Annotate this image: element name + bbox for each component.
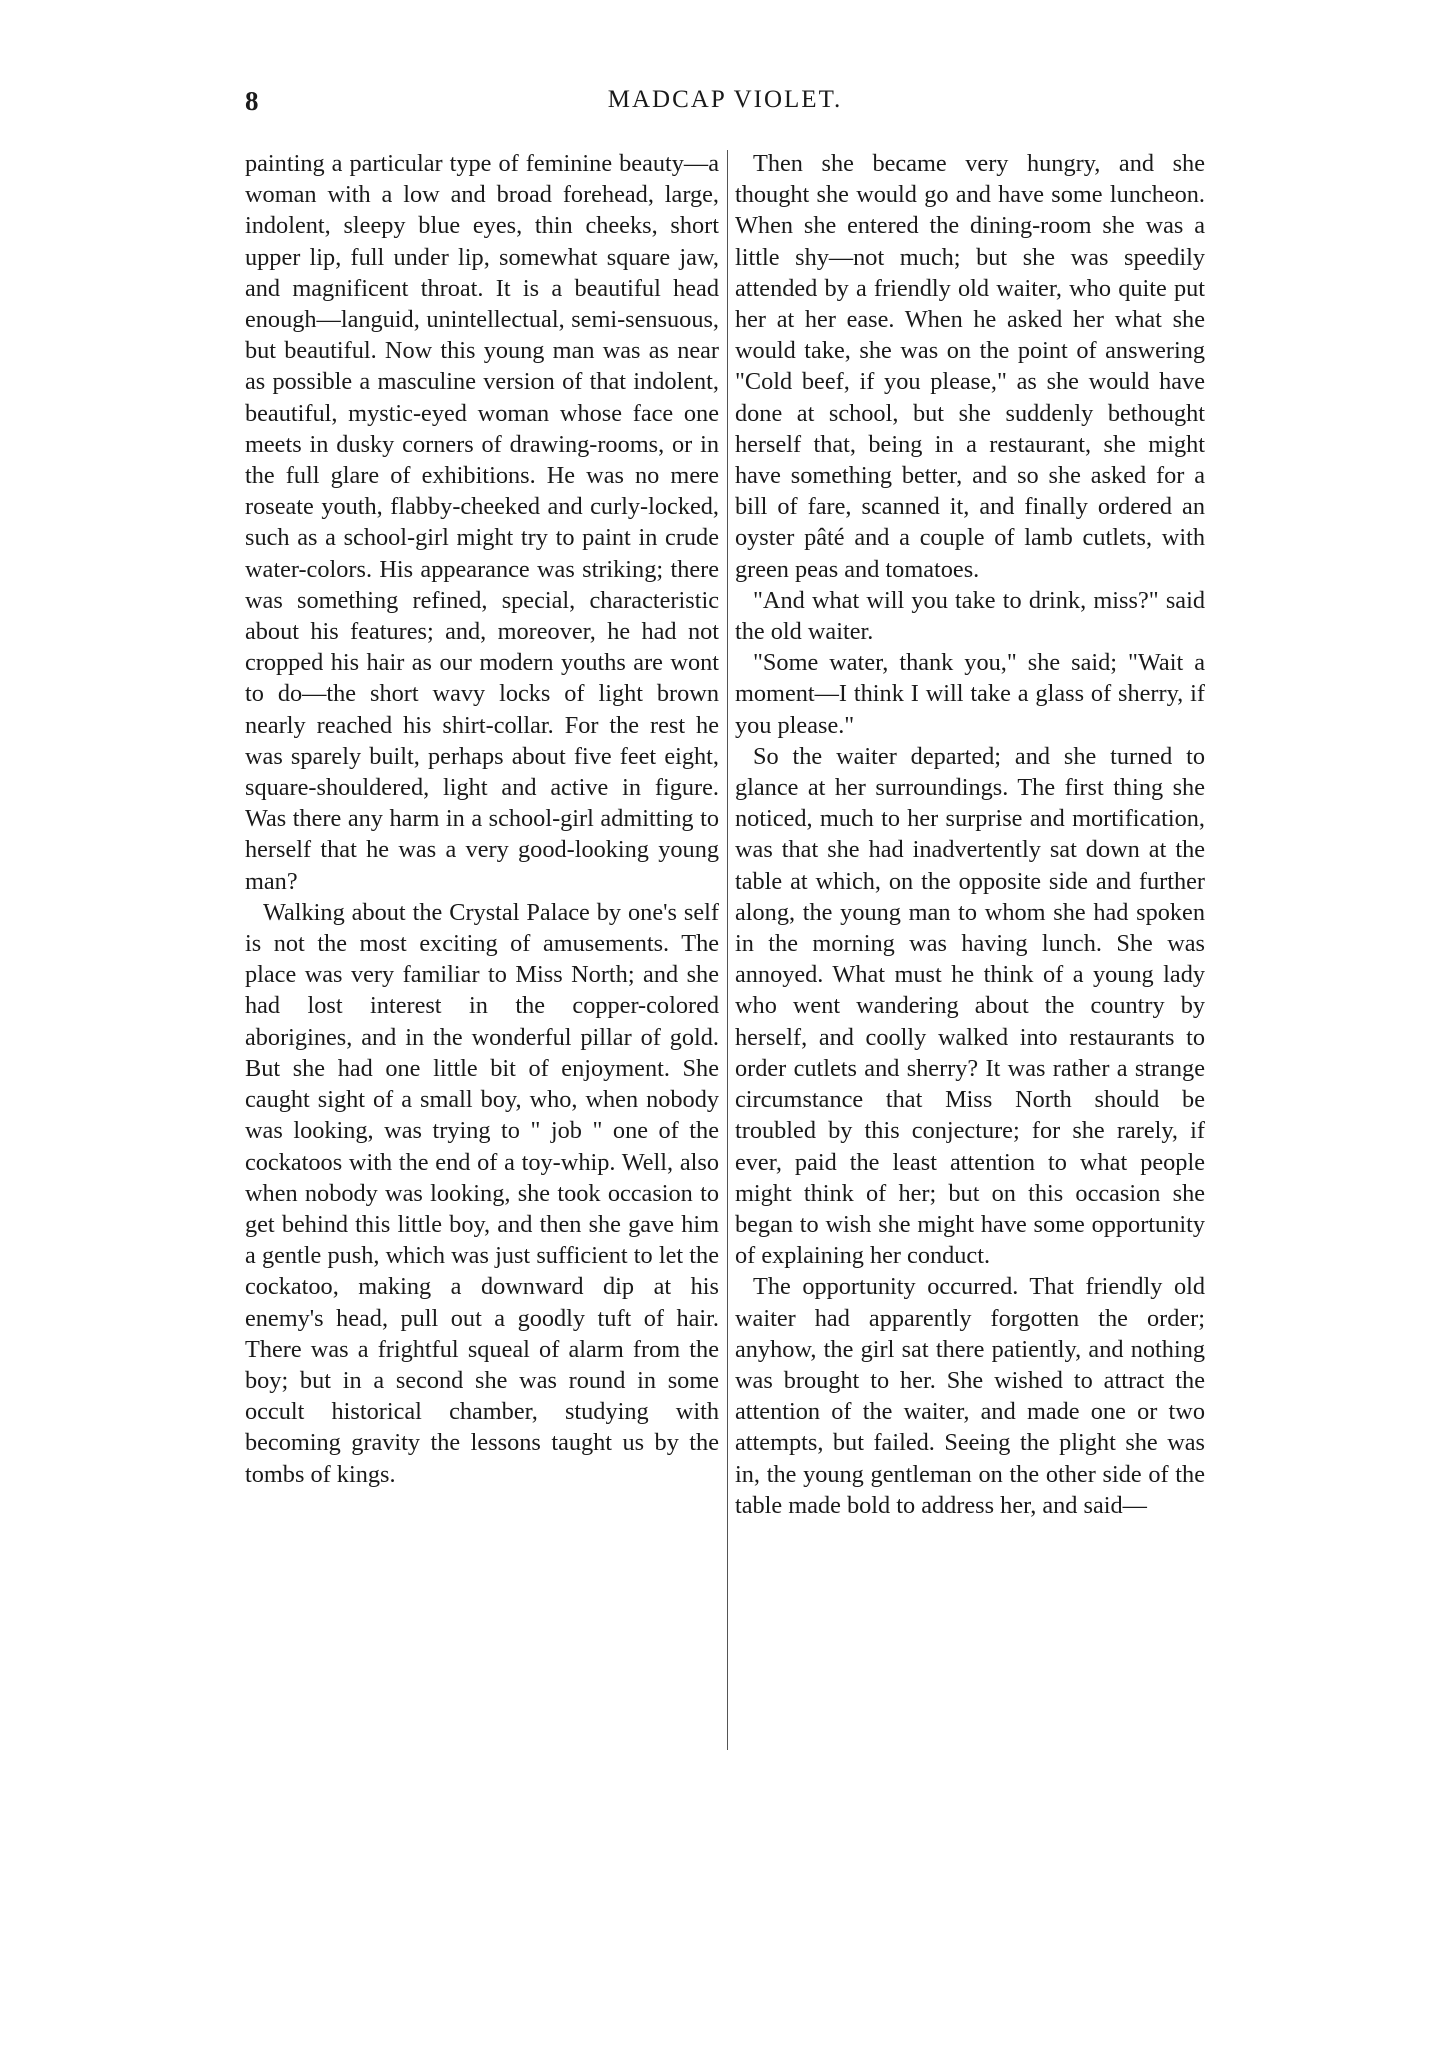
page-header <box>245 86 1205 126</box>
left-column <box>245 148 719 1490</box>
paragraph: Walking about the Crystal Palace by one's self is not the most exciting of amusements. The place was very familiar to Miss North; and she had lost interest in the copper-colored aborigines, and in the wonderful pillar of gold. But she had one little bit of enjoyment. She caught sight of a small boy, who, when nobody was looking, was trying to " job " one of the cockatoos with the end of a toy-whip. Well, also when nobody was looking, she took occasion to get behind this little boy, and then she gave him a gentle push, which was just sufficient to let the cockatoo, making a downward dip at his enemy's head, pull out a goodly tuft of hair. There was a frightful squeal of alarm from the boy; but in a second she was round in some occult historical chamber, studying with becoming gravity the lessons taught us by the tombs of kings. <box>245 898 719 1488</box>
paragraph: The opportunity occurred. That friendly old waiter had apparently forgotten the order; anyhow, the girl sat there patiently, and nothing was brought to her. She wished to attract the attention of the waiter, and made one or two attempts, but failed. Seeing the plight she was in, the young gentleman on the other side of the table made bold to address her, and said— <box>735 1273 1205 1519</box>
column-divider <box>727 150 728 1750</box>
paragraph: painting a particular type of feminine beauty—a woman with a low and broad forehead, large, indolent, sleepy blue eyes, thin cheeks, short upper lip, full under lip, somewhat square jaw, and magnificent throat. It is a beautiful head enough—languid, unintellectual, semi-sensuous, but beautiful. Now this young man was as near as possible a masculine version of that indolent, beautiful, mystic-eyed woman whose face one meets in dusky corners of drawing-rooms, or in the full glare of exhibitions. He was no mere roseate youth, flabby-cheeked and curly-locked, such as a school-girl might try to paint in crude water-colors. His appearance was striking; there was something refined, special, characteristic about his features; and, moreover, he had not cropped his hair as our modern youths are wont to do—the short wavy locks of light brown nearly reached his shirt-collar. For the rest he was sparely built, perhaps about five feet eight, square-shouldered, light and active in figure. Was there any harm in a school-girl admitting to herself that he was a very good-looking young man? <box>245 150 719 895</box>
paragraph: "Some water, thank you," she said; "Wait a moment—I think I will take a glass of sherry, if you please." <box>735 649 1205 739</box>
page-number: 8 <box>245 86 259 116</box>
right-column <box>735 148 1205 1521</box>
paragraph: So the waiter departed; and she turned to glance at her surroundings. The first thing she noticed, much to her surprise and mortification, was that she had inadvertently sat down at the table at which, on the opposite side and further along, the young man to whom she had spoken in the morning was having lunch. She was annoyed. What must he think of a young lady who went wandering about the country by herself, and coolly walked into restaurants to order cutlets and sherry? It was rather a strange circumstance that Miss North should be troubled by this conjecture; for she rarely, if ever, paid the least attention to what people might think of her; but on this occasion she began to wish she might have some opportunity of explaining her conduct. <box>735 742 1205 1270</box>
running-title: MADCAP VIOLET. <box>607 86 843 113</box>
paragraph: Then she became very hungry, and she thought she would go and have some luncheon. When she entered the dining-room she was a little shy—not much; but she was speedily attended by a friendly old waiter, who quite put her at her ease. When he asked her what she would take, she was on the point of answering "Cold beef, if you please," as she would have done at school, but she suddenly bethought herself that, being in a restaurant, she might have something better, and so she asked for a bill of fare, scanned it, and finally ordered an oyster pâté and a couple of lamb cutlets, with green peas and tomatoes. <box>735 150 1205 583</box>
paragraph: "And what will you take to drink, miss?" said the old waiter. <box>735 586 1205 646</box>
